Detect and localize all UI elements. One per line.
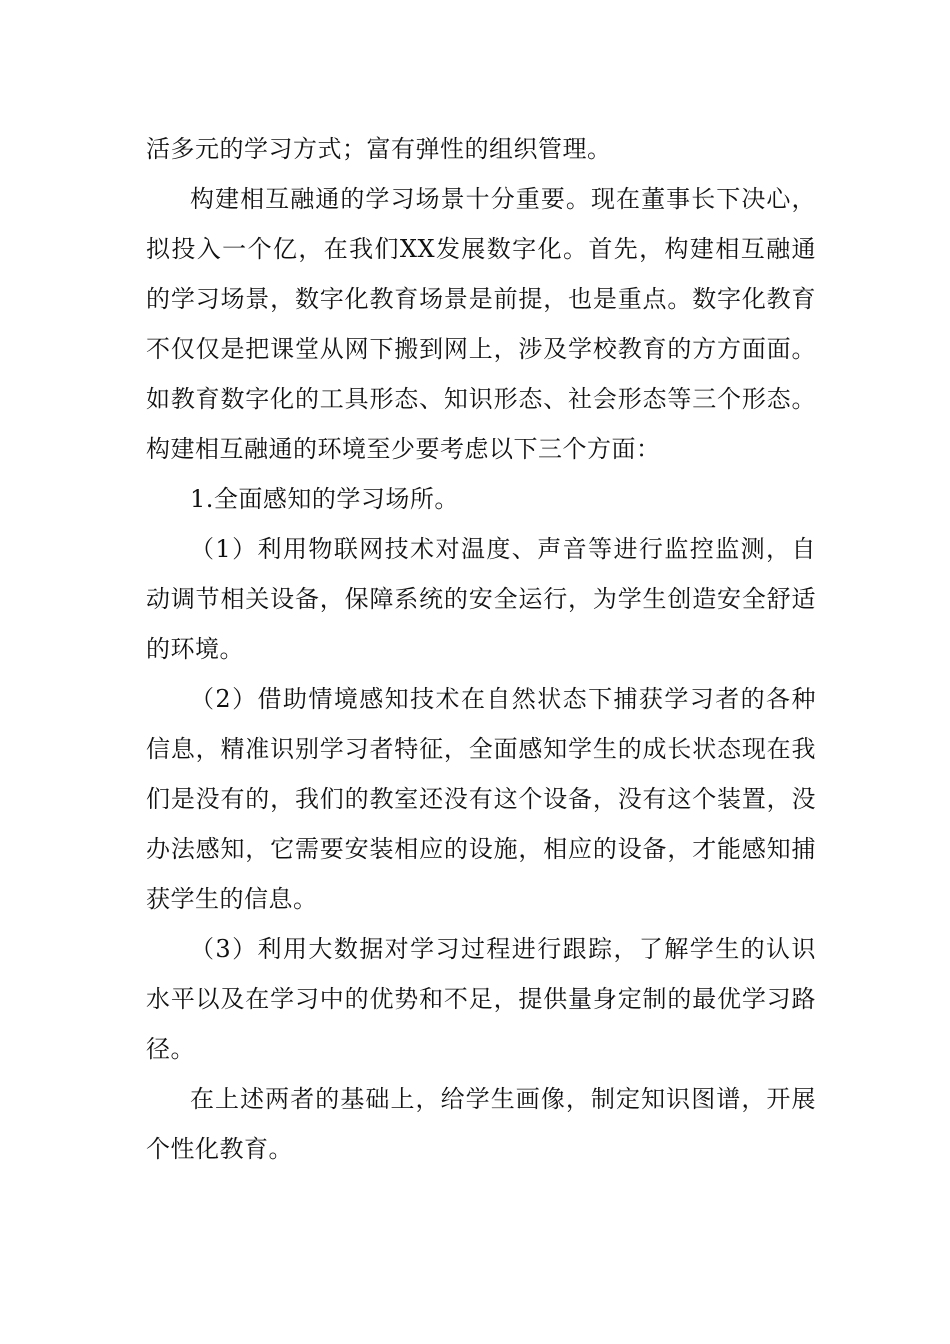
list-item-1: （1）利用物联网技术对温度、声音等进行监控监测，自动调节相关设备，保障系统的安全运行，为学生创造安全舒适的环境。 bbox=[146, 535, 816, 663]
paragraph-continuation: 活多元的学习方式；富有弹性的组织管理。 bbox=[146, 135, 612, 163]
document-body bbox=[146, 124, 816, 1174]
list-item-2: （2）借助情境感知技术在自然状态下捕获学习者的各种信息，精准识别学习者特征，全面感知学生的成长状态现在我们是没有的，我们的教室还没有这个设备，没有这个装置，没办法感知，它需要安装相应的设施，相应的设备，才能感知捕获学生的信息。 bbox=[146, 685, 816, 913]
paragraph-learning-scene: 构建相互融通的学习场景十分重要。现在董事长下决心，拟投入一个亿，在我们XX发展数字化。首先，构建相互融通的学习场景，数字化教育场景是前提，也是重点。数字化教育不仅仅是把课堂从网下搬到网上，涉及学校教育的方方面面。如教育数字化的工具形态、知识形态、社会形态等三个形态。构建相互融通的环境至少要考虑以下三个方面： bbox=[146, 185, 816, 463]
section-heading-perception: 1.全面感知的学习场所。 bbox=[190, 485, 459, 513]
list-item-3: （3）利用大数据对学习过程进行跟踪，了解学生的认识水平以及在学习中的优势和不足，提供量身定制的最优学习路径。 bbox=[146, 935, 816, 1063]
paragraph-conclusion: 在上述两者的基础上，给学生画像，制定知识图谱，开展个性化教育。 bbox=[146, 1085, 816, 1163]
